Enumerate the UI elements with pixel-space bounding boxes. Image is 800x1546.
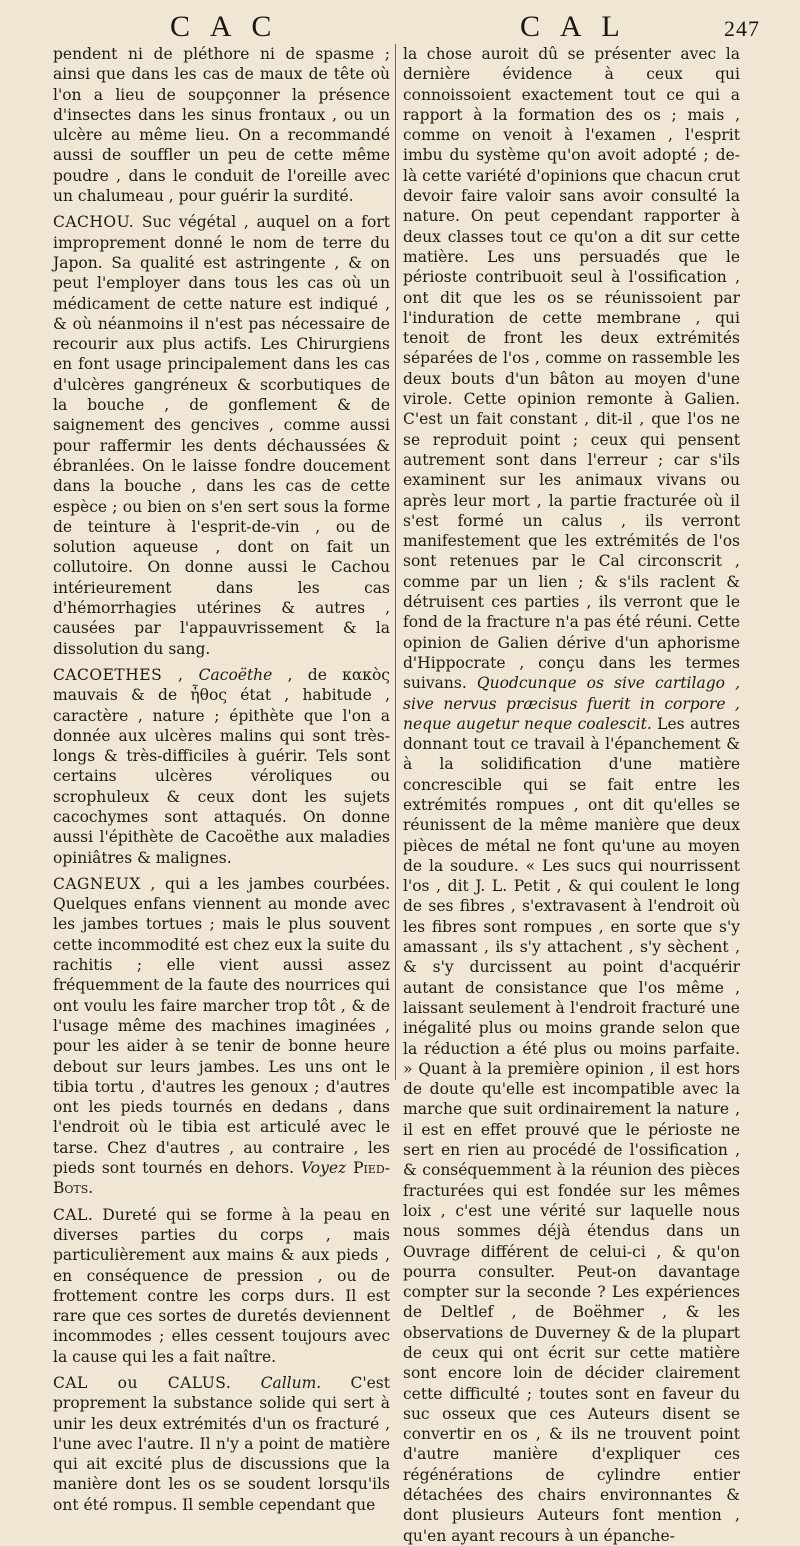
entry-latin-term: Callum. (231, 1374, 322, 1392)
entry-text: Les autres donnant tout ce travail à l'épanchement & à la solidification d'une matière concrescible qui se fait entre les extrémités rompues , ont dit qu'elles se réunissent de la même manière que deux pièces de métal ne font qu'une au moyen de la soudure. « Les sucs qui nourrissent l'os , dit J. L. Petit , & qui coulent le long de ses fibres , s'extravasent à l'endroit où les fibres sont rompues , en sorte que s'y amassant , ils s'y attachent , s'y sèchent , & s'y durcissent au point d'acquérir autant de consistance que l'os même , laissant seulement à l'endroit fracturé une inégalité plus ou moins grande selon que la réduction a été plus ou moins parfaite. » Quant à la première opinion , il est hors de doute qu'elle est incompatible avec la marche que suit ordinairement la nature , il est en effet prouvé que le périoste ne sert en rien au procédé de l'ossification , & conséquemment à la réunion des pièces fracturées qui est fondée sur les mêmes loix , c'est une vérité sur laquelle nous nous sommes déjà étendus dans un Ouvrage différent de celui-ci , & qu'on pourra consulter. Peut-on davantage compter sur la seconde ? Les expériences de Deltlef , de Boëhmer , & les observations de Duverney & de la plupart de ceux qui ont écrit sur cette matière sont encore loin de décider clairement cette difficulté ; toutes sont en faveur du suc osseux que ces Auteurs disent se convertir en os , & ils ne trouvent point d'autre manière d'expliquer ces régénérations de cylindre entier détachées des chairs environnantes & dont plusieurs Auteurs font mention , qu'en ayant recours à un épanche- (403, 714, 740, 1545)
cross-reference-label: Voyez (294, 1159, 347, 1178)
entry-headword: CACHOU. (53, 213, 135, 232)
entry-continuation (53, 44, 390, 206)
right-column (403, 44, 740, 1545)
entry-cagneux (53, 874, 390, 1199)
header-left-guide: C A C (170, 10, 279, 43)
running-header (0, 10, 800, 44)
entry-text: Dureté qui se forme à la peau en diverses parties du corps , mais particulièrement aux mains & aux pieds , en conséquence de pression , ou de frottement contre les corps durs. Il est rare que ces sortes de duretés deviennent incommodes ; elles cessent toujours avec la cause qui les a fait naître. (53, 1205, 390, 1366)
cross-reference-target: Pied-Bots. (53, 1159, 390, 1198)
entry-text: la chose auroit dû se présenter avec la dernière évidence à ceux qui connoissoient exactement tout ce qui a rapport à la formation des os ; mais , comme on venoit à l'examen , l'esprit imbu du système qu'on avoit adopté ; de-là cette variété d'opinions que chacun crut devoir faire valoir sans avoir consulté la nature. On peut cependant rapporter à deux classes tout ce qu'on a dit sur cette matière. Les uns persuadés que le périoste contribuoit seul à l'ossification , ont dit que les os se réunissoient par l'induration de cette membrane , qui tenoit de front les deux extrémités séparées de l'os , comme on rassemble les deux bouts d'un bâton au moyen d'une virole. Cette opinion remonte à Galien. C'est un fait constant , dit-il , que l'os ne se reproduit point ; ceux qui pensent autrement sont dans l'erreur ; car s'ils examinent sur les animaux vivans ou après leur mort , la partie fracturée où il s'est formé un calus , ils verront manifestement que les extrémités de l'os sont retenues par le Cal circonscrit , comme par un lien ; & s'ils raclent & détruisent ces parties , ils verront que le fond de la fracture n'a pas été réuni. Cette opinion de Galien dérive d'un aphorisme d'Hippocrate , conçu dans les termes suivans. (403, 45, 740, 693)
column-divider (395, 44, 396, 1080)
entry-headword: CAL ou CALUS. (53, 1374, 232, 1392)
entry-text: qui a les jambes courbées. Quelques enfans viennent au monde avec les jambes tortues ; mais le plus souvent cette incommodité est chez eux la suite du rachitis ; elle vient aussi assez fréquemment de la faute des nourrices qui ont voulu les faire marcher trop tôt , & de l'usage même des machines imaginées , pour les aider à se tenir de bonne heure debout sur leurs jambes. Les uns ont le tibia tortu , d'autres les genoux ; d'autres ont les pieds tournés en dedans , dans l'endroit où le tibia est articulé avec le tarse. Chez d'autres , au contraire , les pieds sont tournés en dehors. (53, 874, 391, 1178)
latin-quotation: Quodcunque os sive cartilago , sive nervus præcisus fuerit in corpore , neque augetur neque coalescit. (403, 674, 740, 733)
entry-calus-continued (403, 44, 740, 1546)
entry-headword: CAL. (53, 1205, 94, 1224)
entry-cal (53, 1205, 390, 1367)
page-number: 247 (724, 16, 760, 41)
entry-latin-term: Cacoëthe (183, 665, 273, 684)
entry-headword: CACOETHES , (53, 665, 184, 684)
entry-text: C'est proprement la substance solide qui sert à unir les deux extrémités d'un os fracturé , l'une avec l'autre. Il n'y a point de matière qui ait excité plus de discussions que la manière dont les os se soudent lorsqu'ils ont été rompus. Il semble cependant que (53, 1374, 390, 1514)
left-column (53, 44, 391, 1514)
entry-cachou (53, 212, 390, 659)
entry-text: pendent ni de pléthore ni de spasme ; ainsi que dans les cas de maux de tête où l'on a lieu de soupçonner la présence d'insectes dans les sinus frontaux , ou un ulcère au même lieu. On a recommandé aussi de souffler un peu de cette même poudre , dans le conduit de l'oreille avec un chalumeau , pour guérir la surdité. (53, 45, 390, 206)
entry-text: Suc végétal , auquel on a fort improprement donné le nom de terre du Japon. Sa qualité est astringente , & on peut l'employer dans tous les cas où un médicament de cette nature est indiqué , & où néanmoins il n'est pas nécessaire de recourir aux plus actifs. Les Chirurgiens en font usage principalement dans les cas d'ulcères gangréneux & scorbutiques de la bouche , de gonflement & de saignement des gencives , comme aussi pour raffermir les dents déchaussées & ébranlées. On le laisse fondre doucement dans la bouche , dans les cas de cette espèce ; ou bien on s'en sert sous la forme de teinture à l'esprit-de-vin , ou de solution aqueuse , dont on fait un collutoire. On donne aussi le Cachou intérieurement dans les cas d'hémorrhagies utérines & autres , causées par l'appauvrissement & la dissolution du sang. (53, 213, 390, 658)
header-center-guide: C A L (520, 10, 627, 43)
entry-calus (53, 1373, 390, 1515)
entry-headword: CAGNEUX , (53, 874, 156, 893)
entry-cacoethes (53, 665, 390, 868)
entry-text: , de κακὸς mauvais & de ἦθος état , habitude , caractère , nature ; épithète que l'on a donnée aux ulcères malins qui sont très-longs & très-difficiles à guérir. Tels sont certains ulcères véroliques ou scrophuleux & ceux dont les sujets cacochymes sont attaqués. On donne aussi l'épithète de Cacoëthe aux maladies opiniâtres & malignes. (53, 665, 390, 867)
